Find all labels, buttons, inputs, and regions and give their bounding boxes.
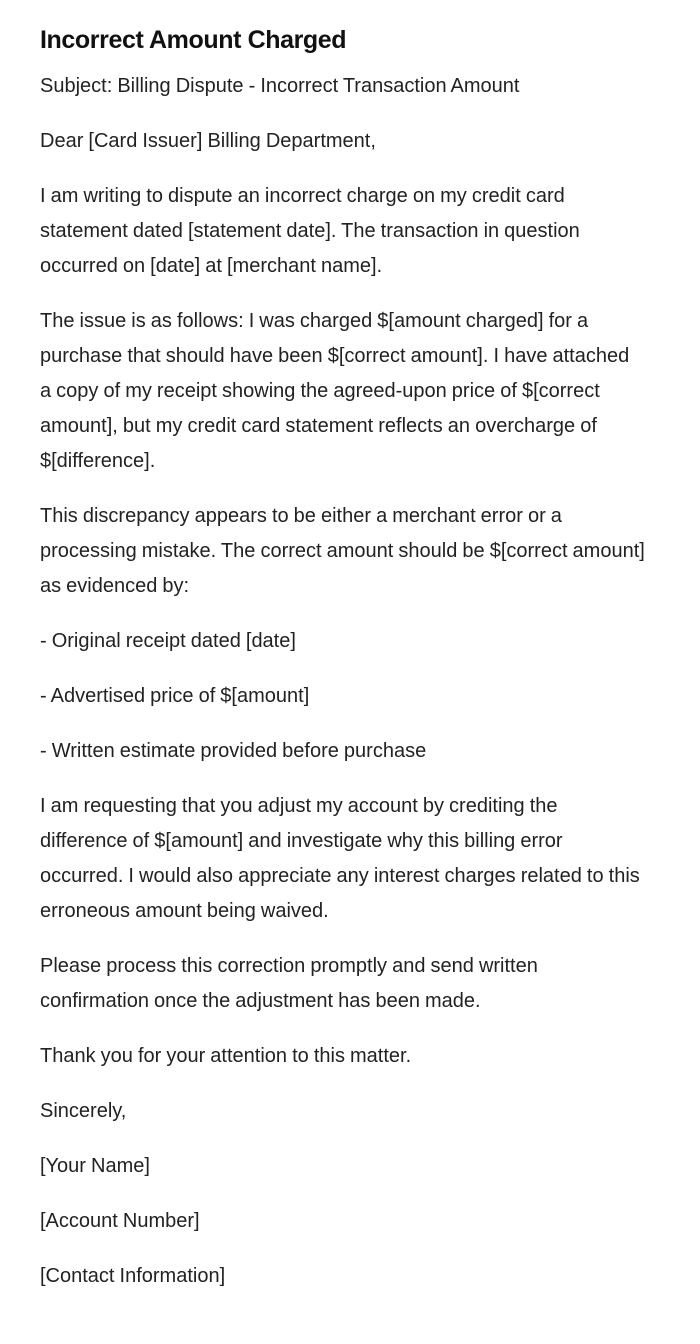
closing: Sincerely, bbox=[40, 1100, 127, 1122]
body-paragraph-issue: The issue is as follows: I was charged $[amount charged] for a purchase that should have been $[correct amount]. I have attached a copy of my receipt showing the agreed-upon price of $[correct amount], but my credit card statement reflects an overcharge of $[difference]. bbox=[40, 310, 630, 472]
evidence-item-written-estimate: - Written estimate provided before purchase bbox=[40, 740, 427, 762]
signature-contact-information: [Contact Information] bbox=[40, 1265, 226, 1287]
subject-line: Subject: Billing Dispute - Incorrect Transaction Amount bbox=[40, 75, 520, 97]
evidence-item-receipt: - Original receipt dated [date] bbox=[40, 630, 296, 652]
signature-name: [Your Name] bbox=[40, 1155, 150, 1177]
body-paragraph-thanks: Thank you for your attention to this matter. bbox=[40, 1045, 412, 1067]
salutation: Dear [Card Issuer] Billing Department, bbox=[40, 130, 376, 152]
body-paragraph-discrepancy: This discrepancy appears to be either a merchant error or a processing mistake. The correct amount should be $[correct amount] as evidenced by: bbox=[40, 505, 645, 597]
document-title: Incorrect Amount Charged bbox=[40, 26, 347, 54]
body-paragraph-request: I am requesting that you adjust my account by crediting the difference of $[amount] and investigate why this billing error occurred. I would also appreciate any interest charges related to this erroneous amount being waived. bbox=[40, 795, 640, 922]
signature-account-number: [Account Number] bbox=[40, 1210, 200, 1232]
body-paragraph-confirmation: Please process this correction promptly and send written confirmation once the adjustment has been made. bbox=[40, 955, 538, 1012]
evidence-item-advertised-price: - Advertised price of $[amount] bbox=[40, 685, 310, 707]
letter-document bbox=[40, 22, 645, 1294]
body-paragraph-intro: I am writing to dispute an incorrect charge on my credit card statement dated [statement date]. The transaction in question occurred on [date] at [merchant name]. bbox=[40, 185, 580, 277]
